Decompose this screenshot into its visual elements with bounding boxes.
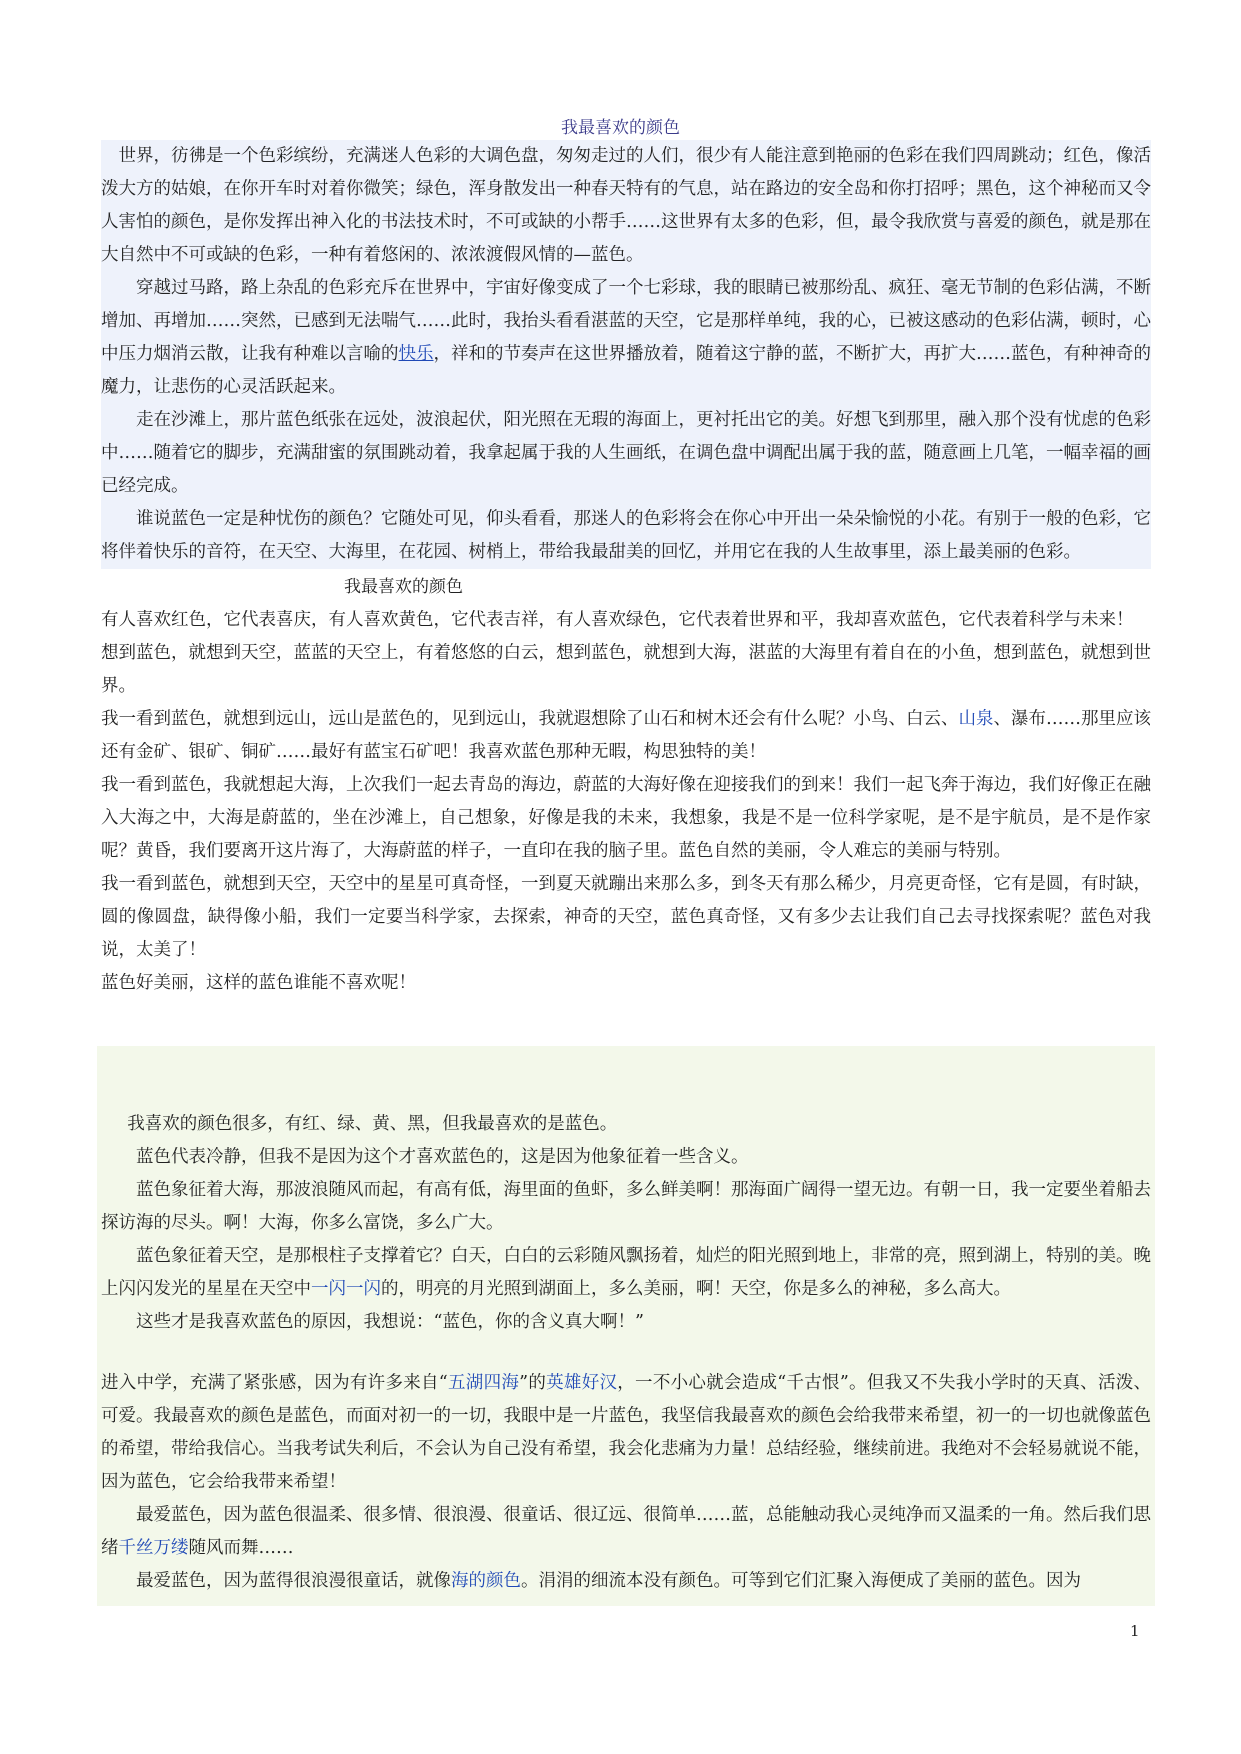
section3-paragraph-4: 蓝色象征着天空，是那根柱子支撑着它？白天，白白的云彩随风飘扬着，灿烂的阳光照到地上，非常的亮，照到湖上，特别的美。晚上闪闪发光的星星在天空中一闪一闪的，明亮的月光照到湖面上，多么美丽，啊！天空，你是多么的神秘，多么高大。 xyxy=(101,1246,1151,1299)
section1 xyxy=(101,140,1151,1000)
section2-paragraph-6: 蓝色好美丽，这样的蓝色谁能不喜欢呢！ xyxy=(101,973,416,993)
section2 xyxy=(101,604,1151,1000)
section2-paragraph-2: 想到蓝色，就想到天空，蓝蓝的天空上，有着悠悠的白云，想到蓝色，就想到大海，湛蓝的大海里有着自在的小鱼，想到蓝色，就想到世界。 xyxy=(101,643,1151,696)
section2-paragraph-1: 有人喜欢红色，它代表喜庆，有人喜欢黄色，它代表吉祥，有人喜欢绿色，它代表着世界和平，我却喜欢蓝色，它代表着科学与未来！ xyxy=(101,610,1134,630)
section2-paragraph-5: 我一看到蓝色，就想到天空，天空中的星星可真奇怪，一到夏天就蹦出来那么多，到冬天有那么稀少，月亮更奇怪，它有是圆，有时缺，圆的像圆盘，缺得像小船，我们一定要当科学家，去探索，神奇的天空，蓝色真奇怪，又有多少去让我们自己去寻找探索呢？蓝色对我说，太美了！ xyxy=(101,874,1151,960)
link-kuaile[interactable]: 快乐 xyxy=(398,344,434,364)
section1-paragraph-1: 世界，彷彿是一个色彩缤纷，充满迷人色彩的大调色盘，匆匆走过的人们，很少有人能注意到艳丽的色彩在我们四周跳动；红色，像活泼大方的姑娘，在你开车时对着你微笑；绿色，浑身散发出一种春天特有的气息，站在路边的安全岛和你打招呼；黑色，这个神秘而又令人害怕的颜色，是你发挥出神入化的书法技术时，不可或缺的小帮手……这世界有太多的色彩，但，最令我欣赏与喜爱的颜色，就是那在大自然中不可或缺的色彩，一种有着悠闲的、浓浓渡假风情的—蓝色。 xyxy=(101,140,1151,272)
section2-paragraph-4: 我一看到蓝色，我就想起大海，上次我们一起去青岛的海边，蔚蓝的大海好像在迎接我们的到来！我们一起飞奔于海边，我们好像正在融入大海之中，大海是蔚蓝的，坐在沙滩上，自己想象，好像是我的未来，我想象，我是不是一位科学家呢，是不是宇航员，是不是作家呢？黄昏，我们要离开这片海了，大海蔚蓝的样子，一直印在我的脑子里。蓝色自然的美丽，令人难忘的美丽与特别。 xyxy=(101,775,1151,861)
section4-paragraph-1: 进入中学，充满了紧张感，因为有许多来自“五湖四海”的英雄好汉，一不小心就会造成“千古恨”。但我又不失我小学时的天真、活泼、可爱。我最喜欢的颜色是蓝色，而面对初一的一切，我眼中是一片蓝色，我坚信我最喜欢的颜色会给我带来希望，初一的一切也就像蓝色的希望，带给我信心。当我考试失利后，不会认为自己没有希望，我会化悲痛为力量！总结经验，继续前进。我绝对不会轻易就说不能，因为蓝色，它会给我带来希望！ xyxy=(101,1373,1152,1492)
section2-title: 我最喜欢的颜色 xyxy=(344,577,463,597)
link-shanquan[interactable]: 山泉 xyxy=(958,709,994,729)
section3-paragraph-2: 蓝色代表冷静，但我不是因为这个才喜欢蓝色的，这是因为他象征着一些含义。 xyxy=(136,1147,749,1167)
section1-paragraph-3: 走在沙滩上，那片蓝色纸张在远处，波浪起伏，阳光照在无瑕的海面上，更衬托出它的美。好想飞到那里，融入那个没有忧虑的色彩中……随着它的脚步，充满甜蜜的氛围跳动着，我拿起属于我的人生画纸，在调色盘中调配出属于我的蓝，随意画上几笔，一幅幸福的画已经完成。 xyxy=(101,404,1151,503)
link-haideyanse[interactable]: 海的颜色 xyxy=(451,1571,521,1591)
section1-title: 我最喜欢的颜色 xyxy=(561,118,680,138)
section-gap xyxy=(101,1339,1151,1367)
section1-paragraph-2: 穿越过马路，路上杂乱的色彩充斥在世界中，宇宙好像变成了一个七彩球，我的眼睛已被那纷乱、疯狂、毫无节制的色彩佔满，不断增加、再增加……突然，已感到无法喘气……此时，我抬头看看湛蓝的天空，它是那样单纯，我的心，已被这感动的色彩佔满，顿时，心中压力烟消云散，让我有种难以言喻的快乐，祥和的节奏声在这世界播放着，随着这宁静的蓝，不断扩大，再扩大……蓝色，有种神奇的魔力，让悲伤的心灵活跃起来。 xyxy=(101,272,1151,404)
section1-paragraph-4: 谁说蓝色一定是种忧伤的颜色？它随处可见，仰头看看，那迷人的色彩将会在你心中开出一朵朵愉悦的小花。有别于一般的色彩，它将伴着快乐的音符，在天空、大海里，在花园、树梢上，带给我最甜美的回忆，并用它在我的人生故事里，添上最美丽的色彩。 xyxy=(101,503,1151,569)
page-number: 1 xyxy=(1130,1622,1140,1640)
link-qiansiwanlv[interactable]: 千丝万缕 xyxy=(118,1538,189,1558)
section3 xyxy=(101,1108,1151,1598)
section3-paragraph-1: 我喜欢的颜色很多，有红、绿、黄、黑，但我最喜欢的是蓝色。 xyxy=(127,1114,618,1134)
section2-paragraph-3: 我一看到蓝色，就想到远山，远山是蓝色的，见到远山，我就遐想除了山石和树木还会有什么呢？小鸟、白云、山泉、瀑布……那里应该还有金矿、银矿、铜矿……最好有蓝宝石矿吧！我喜欢蓝色那种无暇，构思独特的美！ xyxy=(101,709,1151,762)
link-wuhusihai[interactable]: 五湖四海 xyxy=(447,1373,520,1393)
section4-paragraph-2: 最爱蓝色，因为蓝色很温柔、很多情、很浪漫、很童话、很辽远、很简单……蓝，总能触动我心灵纯净而又温柔的一角。然后我们思绪千丝万缕随风而舞…… xyxy=(101,1505,1151,1558)
link-yishanyishan[interactable]: 一闪一闪 xyxy=(311,1279,381,1299)
section3-paragraph-5: 这些才是我喜欢蓝色的原因，我想说：“蓝色，你的含义真大啊！” xyxy=(136,1312,644,1332)
section4-paragraph-3: 最爱蓝色，因为蓝得很浪漫很童话，就像海的颜色。涓涓的细流本没有颜色。可等到它们汇聚入海便成了美丽的蓝色。因为 xyxy=(136,1571,1081,1591)
link-yingxionghaohan[interactable]: 英雄好汉 xyxy=(546,1373,618,1393)
section3-paragraph-3: 蓝色象征着大海，那波浪随风而起，有高有低，海里面的鱼虾，多么鲜美啊！那海面广阔得一望无边。有朝一日，我一定要坐着船去探访海的尽头。啊！大海，你多么富饶，多么广大。 xyxy=(101,1180,1151,1233)
